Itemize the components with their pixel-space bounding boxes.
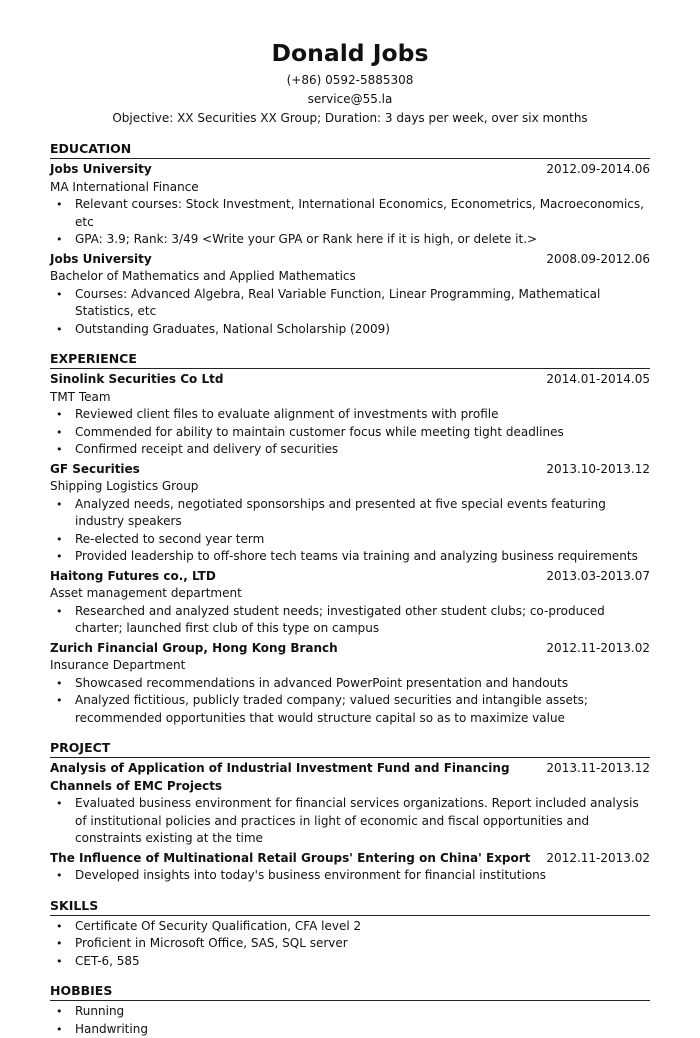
bullet-item: • GPA: 3.9; Rank: 3/49 <Write your GPA or Rank here if it is high, or delete it.> [50, 231, 650, 249]
experience-section [50, 350, 650, 727]
entry-date: 2012.09-2014.06 [536, 161, 650, 179]
email-address: service@55.la [50, 90, 650, 109]
bullet-item: • Analyzed fictitious, publicly traded company; valued securities and intangible assets; recommended opportunities that would structure capital so as to maximize value [50, 692, 650, 727]
bullet-item: • Confirmed receipt and delivery of securities [50, 441, 650, 459]
entry-subtitle: Insurance Department [50, 657, 650, 675]
entry-subtitle: Bachelor of Mathematics and Applied Mathematics [50, 268, 650, 286]
bullet-item: • Provided leadership to off-shore tech teams via training and analyzing business requirements [50, 548, 650, 566]
hobby-item: • Handwriting [50, 1021, 650, 1038]
entry-date: 2008.09-2012.06 [536, 251, 650, 269]
objective-line: Objective: XX Securities XX Group; Duration: 3 days per week, over six months [50, 109, 650, 128]
entry-date: 2012.11-2013.02 [536, 640, 650, 658]
entry-org: Zurich Financial Group, Hong Kong Branch [50, 640, 338, 658]
entry-date: 2012.11-2013.02 [536, 850, 650, 868]
section-title-project: PROJECT [50, 739, 650, 758]
education-entry [50, 251, 650, 339]
entry-org: GF Securities [50, 461, 140, 479]
entry-date: 2014.01-2014.05 [536, 371, 650, 389]
skill-item: • Proficient in Microsoft Office, SAS, SQL server [50, 935, 650, 953]
hobby-item: • Running [50, 1003, 650, 1021]
skill-item: • CET-6, 585 [50, 953, 650, 971]
bullet-item: • Courses: Advanced Algebra, Real Variable Function, Linear Programming, Mathematical Statistics, etc [50, 286, 650, 321]
hobbies-section [50, 982, 650, 1038]
entry-date: 2013.10-2013.12 [536, 461, 650, 479]
entry-subtitle: Asset management department [50, 585, 650, 603]
project-section [50, 739, 650, 885]
entry-org: Analysis of Application of Industrial Investment Fund and Financing Channels of EMC Projects [50, 760, 536, 795]
section-title-education: EDUCATION [50, 140, 650, 159]
entry-org: Haitong Futures co., LTD [50, 568, 216, 586]
project-entry [50, 850, 650, 885]
bullet-item: • Researched and analyzed student needs; investigated other student clubs; co-produced charter; launched first club of this type on campus [50, 603, 650, 638]
entry-org: Jobs University [50, 161, 152, 179]
entry-date: 2013.03-2013.07 [536, 568, 650, 586]
experience-entry [50, 640, 650, 728]
phone-number: (+86) 0592-5885308 [50, 71, 650, 90]
experience-entry [50, 568, 650, 638]
bullet-item: • Developed insights into today's business environment for financial institutions [50, 867, 650, 885]
bullet-item: • Re-elected to second year term [50, 531, 650, 549]
entry-org: Sinolink Securities Co Ltd [50, 371, 223, 389]
skill-item: • Certificate Of Security Qualification, CFA level 2 [50, 918, 650, 936]
entry-subtitle: MA International Finance [50, 179, 650, 197]
bullet-item: • Analyzed needs, negotiated sponsorships and presented at five special events featuring industry speakers [50, 496, 650, 531]
entry-subtitle: TMT Team [50, 389, 650, 407]
bullet-item: • Relevant courses: Stock Investment, International Economics, Econometrics, Macroeconomics, etc [50, 196, 650, 231]
bullet-item: • Outstanding Graduates, National Scholarship (2009) [50, 321, 650, 339]
bullet-item: • Evaluated business environment for financial services organizations. Report included analysis of institutional policies and practices in light of economic and fiscal opportunities and constraints existing at the time [50, 795, 650, 848]
section-title-skills: SKILLS [50, 897, 650, 916]
entry-subtitle: Shipping Logistics Group [50, 478, 650, 496]
education-entry [50, 161, 650, 249]
entry-org: The Influence of Multinational Retail Groups' Entering on China' Export [50, 850, 530, 868]
candidate-name: Donald Jobs [50, 38, 650, 68]
experience-entry [50, 461, 650, 566]
entry-date: 2013.11-2013.12 [536, 760, 650, 778]
section-title-hobbies: HOBBIES [50, 982, 650, 1001]
experience-entry [50, 371, 650, 459]
bullet-item: • Showcased recommendations in advanced PowerPoint presentation and handouts [50, 675, 650, 693]
bullet-item: • Commended for ability to maintain customer focus while meeting tight deadlines [50, 424, 650, 442]
section-title-experience: EXPERIENCE [50, 350, 650, 369]
project-entry [50, 760, 650, 848]
resume-header [50, 38, 650, 128]
entry-org: Jobs University [50, 251, 152, 269]
skills-section [50, 897, 650, 971]
bullet-item: • Reviewed client files to evaluate alignment of investments with profile [50, 406, 650, 424]
education-section [50, 140, 650, 338]
